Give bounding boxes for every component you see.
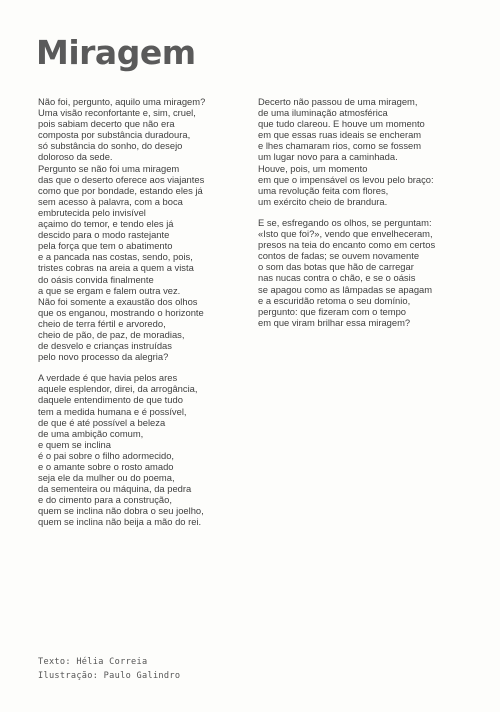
poem-line: em que essas ruas ideais se encheram — [258, 129, 422, 141]
poem-line: tristes cobras na areia a quem a vista — [38, 262, 194, 274]
poem-line: sem acesso à palavra, com a boca — [38, 195, 183, 207]
poem-line: Pergunto se não foi uma miragem — [38, 162, 180, 174]
poem-line: daquele entendimento de que tudo — [38, 394, 183, 406]
poem-line: da sementeira ou máquina, da pedra — [38, 483, 192, 495]
poem-line: e do cimento para a construção, — [38, 494, 172, 506]
poem-line: Houve, pois, um momento — [258, 162, 368, 174]
poem-line: descido para o modo rastejante — [38, 229, 170, 241]
poem-line: em que viram brilhar essa miragem? — [258, 316, 411, 328]
stanza — [38, 372, 248, 527]
poem-line: de uma iluminação atmosférica — [258, 107, 388, 119]
poem-line: de uma ambição comum, — [38, 427, 144, 439]
poem-line: seja ele da mulher ou do poema, — [38, 472, 175, 484]
poem-line: como que por bondade, estando eles já — [38, 184, 203, 196]
poem-line: de que é até possível a beleza — [38, 416, 166, 428]
poem-line: um exército cheio de brandura. — [258, 195, 388, 207]
poem-line: é o pai sobre o filho adormecido, — [38, 449, 175, 461]
poem-line: um lugar novo para a caminhada. — [258, 151, 398, 163]
credit-illustration: Ilustração: Paulo Galindro — [38, 671, 181, 681]
poem-line: Não foi, pergunto, aquilo uma miragem? — [38, 96, 206, 107]
poem-line: cheio de pão, de paz, de moradias, — [38, 328, 185, 340]
poem-line: doloroso da sede. — [38, 151, 113, 163]
stanza — [38, 96, 248, 362]
poem-line: Decerto não passou de uma miragem, — [258, 96, 418, 107]
poem-line: presos na teia do encanto como em certos — [258, 239, 436, 251]
poem-line: Não foi somente a exaustão dos olhos — [38, 295, 198, 307]
stanza — [258, 96, 473, 207]
poem-line: uma revolução feita com flores, — [258, 184, 389, 196]
poem-line: das que o deserto oferece aos viajantes — [38, 173, 205, 185]
left-column — [38, 96, 248, 538]
poem-line: pela força que tem o abatimento — [38, 240, 173, 252]
poem-line: E se, esfregando os olhos, se perguntam: — [258, 216, 432, 228]
poem-line: composta por substância duradoura, — [38, 129, 191, 141]
poem-line: e a escuridão retoma o seu domínio, — [258, 294, 411, 306]
poem-line: quem se inclina não dobra o seu joelho, — [38, 505, 204, 517]
poem-line: tem a medida humana e é possível, — [38, 405, 187, 417]
poem-line: embrutecida pelo invisível — [38, 206, 146, 218]
poem-line: pois sabiam decerto que não era — [38, 118, 175, 130]
poem-line: só substância do sonho, do desejo — [38, 140, 183, 152]
poem-line: pergunto: que fizeram com o tempo — [258, 305, 406, 317]
poem-line: cheio de terra fértil e arvoredo, — [38, 317, 166, 329]
poem-line: a que se ergam e falem outra vez. — [38, 284, 181, 296]
poem-line: o som das botas que hão de carregar — [258, 261, 414, 273]
poem-line: de desvelo e crianças instruídas — [38, 340, 172, 352]
poem-line: pelo novo processo da alegria? — [38, 351, 169, 363]
poem-line: do oásis convida finalmente — [38, 273, 154, 285]
poem-title: Miragem — [36, 33, 196, 72]
poem-line: e quem se inclina — [38, 438, 111, 450]
poem-line: contos de fadas; se ouvem novamente — [258, 250, 420, 262]
poem-line: aquele esplendor, direi, da arrogância, — [38, 383, 198, 395]
stanza — [258, 217, 473, 328]
poem-line: Uma visão reconfortante e, sim, cruel, — [38, 107, 196, 119]
poem-line: «Isto que foi?», vendo que envelheceram, — [258, 228, 433, 240]
poem-line: e a pancada nas costas, sendo, pois, — [38, 251, 193, 263]
poem-line: açaimo do temor, e tendo eles já — [38, 218, 174, 230]
credit-text-author: Texto: Hélia Correia — [38, 657, 148, 667]
poem-line: que os enganou, mostrando o horizonte — [38, 306, 204, 318]
poem-line: se apagou como as lâmpadas se apagam — [258, 283, 433, 295]
poem-line: A verdade é que havia pelos ares — [38, 372, 178, 384]
right-column — [258, 96, 473, 338]
poem-line: nas nucas contra o chão, e se o oásis — [258, 272, 416, 284]
poem-line: e o amante sobre o rosto amado — [38, 461, 174, 472]
poem-line: e lhes chamaram rios, como se fossem — [258, 140, 422, 152]
poem-line: em que o impensável os levou pelo braço: — [258, 173, 434, 185]
poem-line: quem se inclina não beija a mão do rei. — [38, 516, 202, 528]
poem-line: que tudo clareou. E houve um momento — [258, 118, 425, 130]
credits — [38, 655, 180, 683]
